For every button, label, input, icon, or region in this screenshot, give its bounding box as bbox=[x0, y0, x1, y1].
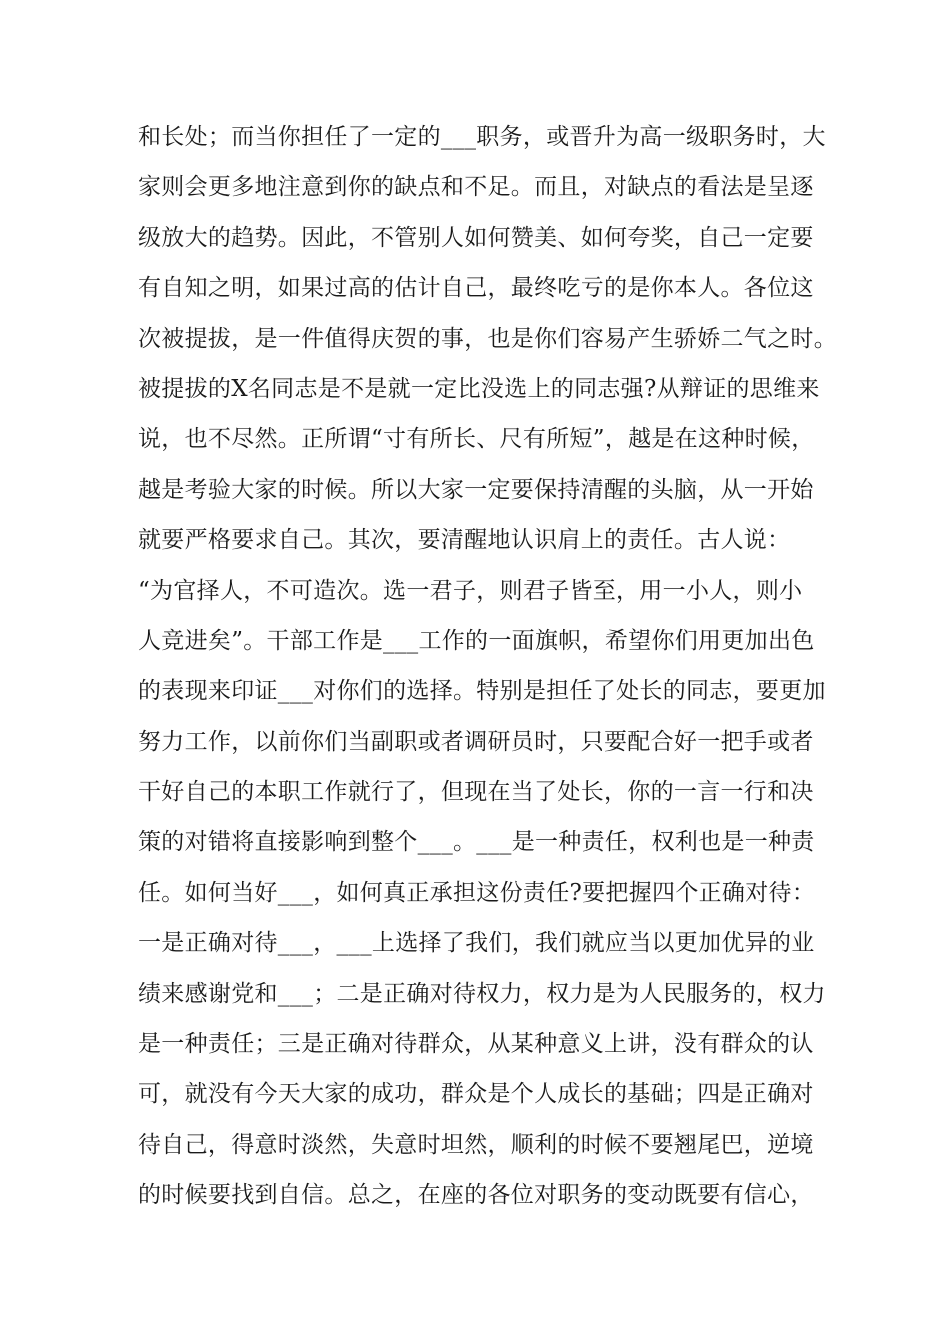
text-line: “为官择人，不可造次。选一君子，则君子皆至，用一小人，则小 bbox=[138, 577, 803, 604]
text-line: 干好自己的本职工作就行了，但现在当了处长，你的一言一行和决 bbox=[138, 779, 814, 806]
text-line: 次被提拔，是一件值得庆贺的事，也是你们容易产生骄娇二气之时。 bbox=[138, 325, 837, 352]
text-line: 越是考验大家的时候。所以大家一定要保持清醒的头脑，从一开始 bbox=[138, 476, 814, 503]
text-line: 说，也不尽然。正所谓“寸有所长、尺有所短”，越是在这种时候， bbox=[138, 426, 815, 453]
text-line: 可，就没有今天大家的成功，群众是个人成长的基础；四是正确对 bbox=[138, 1081, 814, 1108]
text-line: 策的对错将直接影响到整个___。___是一种责任，权利也是一种责 bbox=[138, 829, 815, 856]
body-text bbox=[138, 112, 837, 1221]
text-line: 努力工作，以前你们当副职或者调研员时，只要配合好一把手或者 bbox=[138, 728, 814, 755]
text-line: 是一种责任；三是正确对待群众，从某种意义上讲，没有群众的认 bbox=[138, 1031, 814, 1058]
text-line: 的表现来印证___对你们的选择。特别是担任了处长的同志，要更加 bbox=[138, 678, 826, 705]
text-line: 绩来感谢党和___；二是正确对待权力，权力是为人民服务的，权力 bbox=[138, 980, 826, 1007]
text-line: 被提拔的X名同志是不是就一定比没选上的同志强?从辩证的思维来 bbox=[138, 375, 820, 402]
text-line: 有自知之明，如果过高的估计自己，最终吃亏的是你本人。各位这 bbox=[138, 275, 814, 302]
text-line: 家则会更多地注意到你的缺点和不足。而且，对缺点的看法是呈逐 bbox=[138, 174, 814, 201]
text-line: 级放大的趋势。因此，不管别人如何赞美、如何夸奖，自己一定要 bbox=[138, 224, 814, 251]
text-line: 人竞进矣”。干部工作是___工作的一面旗帜，希望你们用更加出色 bbox=[138, 627, 815, 654]
text-line: 就要严格要求自己。其次，要清醒地认识肩上的责任。古人说： bbox=[138, 527, 791, 554]
text-line: 的时候要找到自信。总之，在座的各位对职务的变动既要有信心， bbox=[138, 1182, 814, 1209]
text-line: 待自己，得意时淡然，失意时坦然，顺利的时候不要翘尾巴，逆境 bbox=[138, 1131, 814, 1158]
text-line: 一是正确对待___，___上选择了我们，我们就应当以更加优异的业 bbox=[138, 930, 815, 957]
text-line: 和长处；而当你担任了一定的___职务，或晋升为高一级职务时，大 bbox=[138, 124, 826, 150]
text-line: 任。如何当好___，如何真正承担这份责任?要把握四个正确对待： bbox=[138, 879, 816, 906]
